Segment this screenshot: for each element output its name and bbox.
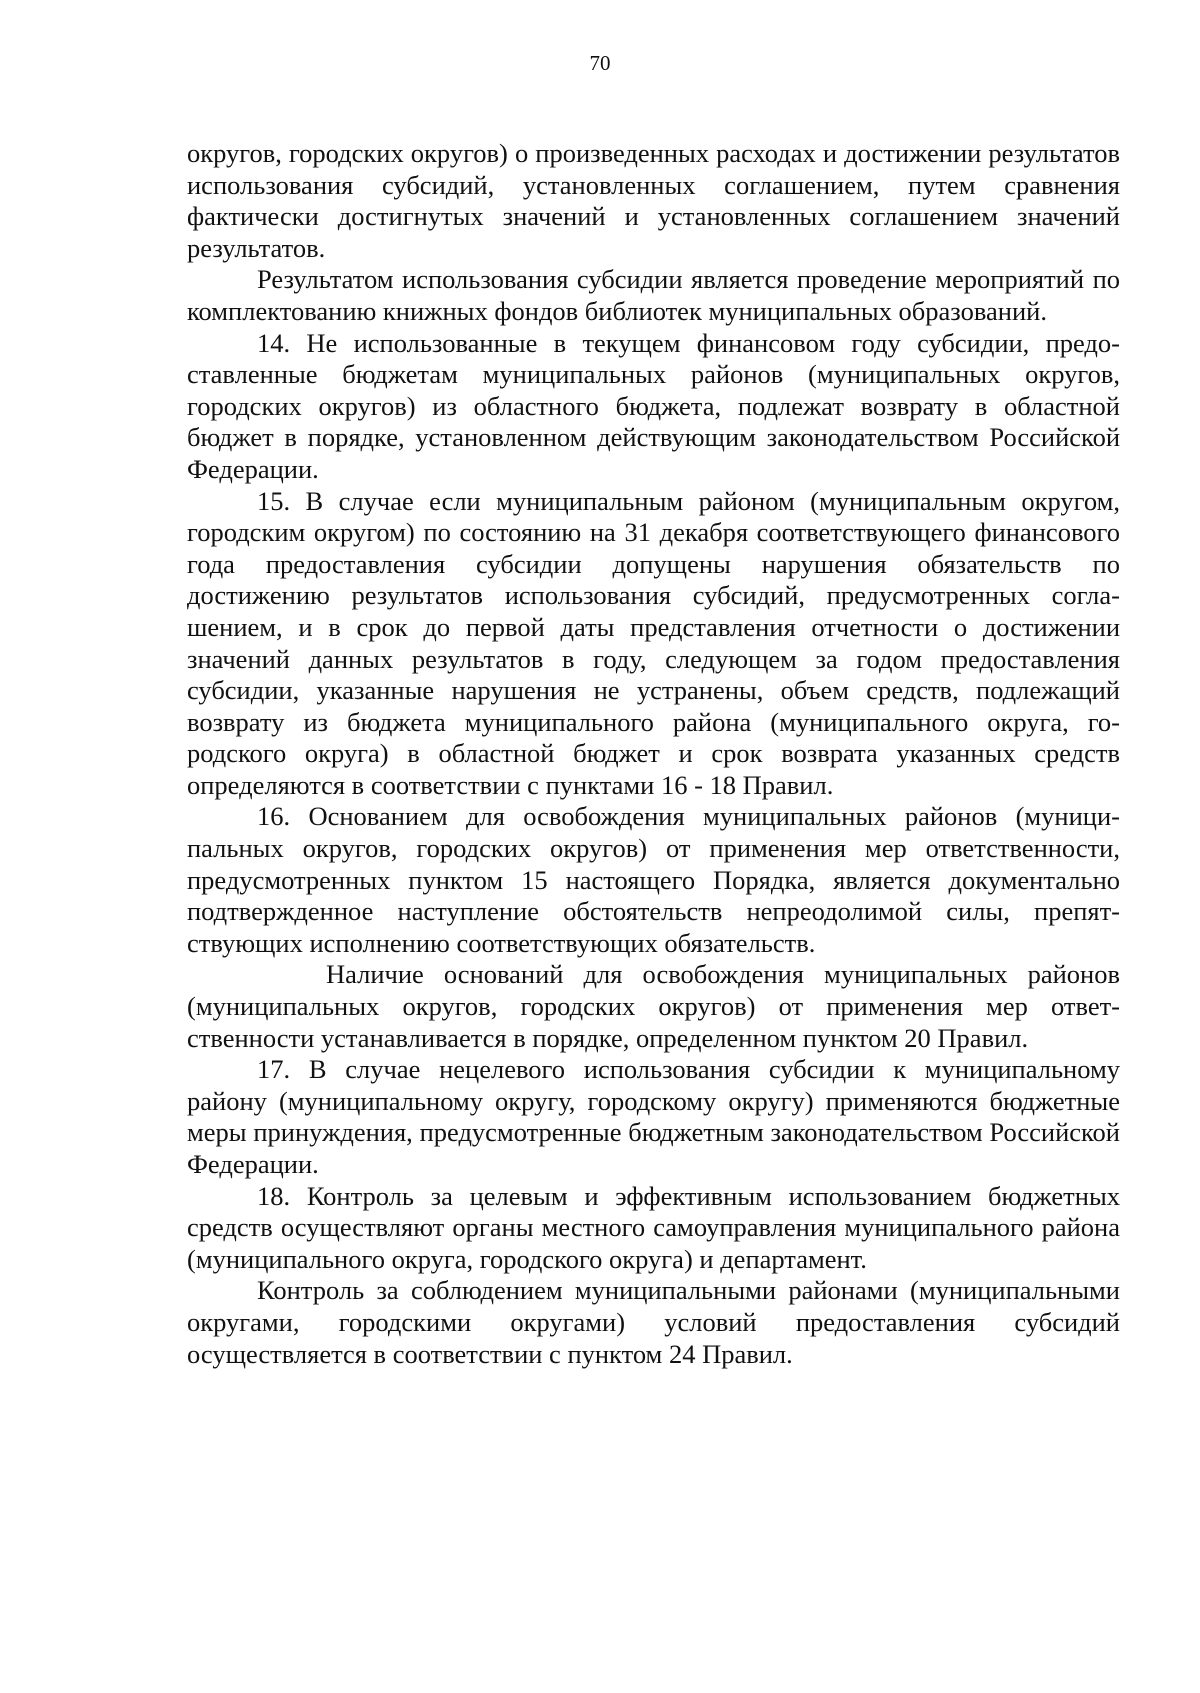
document-body bbox=[187, 138, 1120, 1370]
paragraph-result-definition: Результатом использования субсидии является проведение мероприятий по комплектованию книжных фондов библиотек муниципальных образований. bbox=[187, 264, 1120, 326]
paragraph-item-16: 16. Основанием для освобождения муниципальных районов (муниципальных округов, городских округов) от применения мер ответственности, предусмотренных пунктом 15 настоящего Порядка, является документально подтвержденное наступление обстоятельств непреодолимой силы, препятствующих исполнению соответствующих обязательств. bbox=[187, 801, 1120, 958]
page-number: 70 bbox=[589, 51, 611, 75]
paragraph-item-14: 14. Не использованные в текущем финансовом году субсидии, предоставленные бюджетам муниципальных районов (муниципальных округов, городских округов) из областного бюджета, подлежат возврату в областной бюджет в порядке, установленном действующим законодательством Российской Федерации. bbox=[187, 327, 1120, 484]
paragraph-continuation: округов, городских округов) о произведенных расходах и достижении результатов использования субсидий, установленных соглашением, путем сравнения фактически достигнутых значений и установленных соглашением значений результатов. bbox=[187, 138, 1120, 263]
paragraph-grounds-exemption: Наличие оснований для освобождения муниципальных районов (муниципальных округов, городских округов) от применения мер ответственности устанавливается в порядке, определенном пунктом 20 Правил. bbox=[187, 959, 1120, 1053]
paragraph-item-17: 17. В случае нецелевого использования субсидии к муниципальному району (муниципальному округу, городскому округу) применяются бюджетные меры принуждения, предусмотренные бюджетным законодательством Российской Федерации. bbox=[187, 1054, 1120, 1179]
paragraph-item-15: 15. В случае если муниципальным районом (муниципальным округом, городским округом) по состоянию на 31 декабря соответствующего финансового года предоставления субсидии допущены нарушения обязательств по достижению результатов использования субсидий, предусмотренных соглашением, и в срок до первой даты представления отчетности о достижении значений данных результатов в году, следующем за годом предоставления субсидии, указанные нарушения не устранены, объем средств, подлежащий возврату из бюджета муниципального района (муниципального округа, городского округа) в областной бюджет и срок возврата указанных средств определяются в соответствии с пунктами 16 - 18 Правил. bbox=[187, 485, 1120, 800]
paragraph-item-18: 18. Контроль за целевым и эффективным использованием бюджетных средств осуществляют органы местного самоуправления муниципального района (муниципального округа, городского округа) и департамент. bbox=[187, 1180, 1120, 1274]
paragraph-compliance-control: Контроль за соблюдением муниципальными районами (муниципальными округами, городскими округами) условий предоставления субсидий осуществляется в соответствии с пунктом 24 Правил. bbox=[187, 1275, 1120, 1369]
